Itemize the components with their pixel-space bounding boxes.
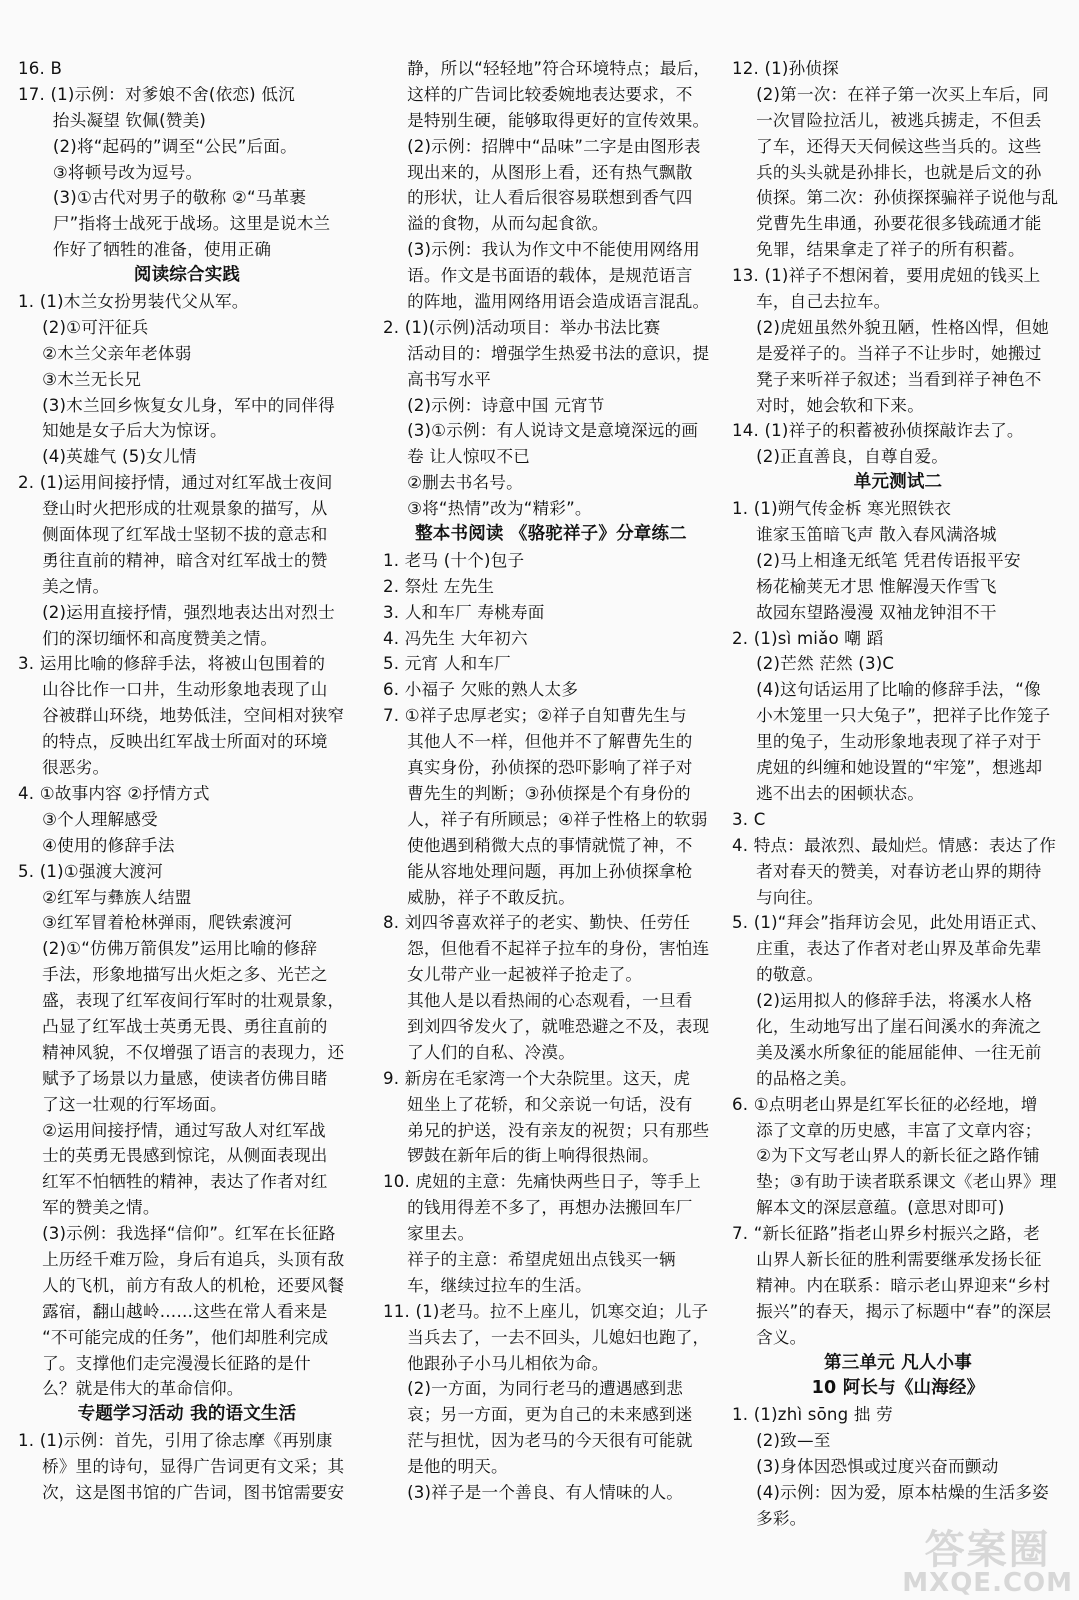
answer-line: 10. 虎妞的主意：先痛快两些日子，等手上 bbox=[383, 1172, 701, 1192]
answer-line: (4)这句话运用了比喻的修辞手法，“像 bbox=[756, 680, 1041, 700]
answer-line: ②运用间接抒情，通过写敌人对红军战 bbox=[42, 1120, 326, 1140]
answer-line: 的形状，让人看后很容易联想到香气四 bbox=[407, 188, 693, 208]
answer-line: 到刘四爷发火了，就唯恐避之不及，表现 bbox=[407, 1016, 710, 1036]
answer-line: 14. (1)祥子的积蓄被孙侦探敲诈去了。 bbox=[732, 421, 1024, 441]
answer-line: “不可能完成的任务”，他们却胜利完成 bbox=[42, 1327, 329, 1347]
answer-line: 3. 人和车厂 寿桃寿面 bbox=[383, 602, 545, 622]
answer-line: 一次冒险拉活儿，被逃兵掳走，不但丢 bbox=[756, 110, 1042, 130]
answer-line: 7. ①祥子忠厚老实；②祥子自知曹先生与 bbox=[383, 706, 687, 726]
answer-line: 桥》里的诗句，显得广告词更有文采；其 bbox=[42, 1457, 345, 1477]
answer-line: 威胁，祥子不敢反抗。 bbox=[407, 887, 575, 907]
watermark-url: MXQE.COM bbox=[902, 1568, 1073, 1598]
answer-line: (3)示例：我认为作文中不能使用网络用 bbox=[407, 240, 700, 260]
answer-line: 活动目的：增强学生热爱书法的意识，提 bbox=[407, 343, 710, 363]
answer-line: 哀；另一方面，更为自己的未来感到迷 bbox=[407, 1405, 693, 1425]
answer-line: 的敬意。 bbox=[756, 965, 824, 985]
answer-line: (2)芒然 茫然 (3)C bbox=[756, 654, 895, 674]
answer-line: 人，祥子有所顾忌；④祥子性格上的软弱 bbox=[407, 809, 708, 829]
answer-line: 尸”指将士战死于战场。这里是说木兰 bbox=[52, 214, 331, 234]
answer-line: (3)身体因恐惧或过度兴奋而颤动 bbox=[756, 1457, 999, 1477]
answer-line: 上历经千难万险，身后有追兵，头顶有敌 bbox=[42, 1249, 345, 1269]
answer-line: 化，生动地写出了崖石间溪水的奔流之 bbox=[756, 1016, 1042, 1036]
answer-line: (2)①“仿佛万箭俱发”运用比喻的修辞 bbox=[42, 939, 318, 959]
answer-line: ③将“热情”改为“精彩”。 bbox=[407, 499, 592, 519]
answer-line: 11. (1)老马。拉不上座儿，饥寒交迫；儿子 bbox=[383, 1301, 709, 1321]
answer-line: 12. (1)孙侦探 bbox=[732, 59, 839, 78]
answer-line: 山谷比作一口井，生动形象地表现了山 bbox=[42, 680, 328, 700]
answer-line: 弟兄的护送，没有亲友的祝贺；只有那些 bbox=[407, 1120, 710, 1140]
answer-line: 真实身份，孙侦探的恐吓影响了祥子对 bbox=[407, 758, 693, 778]
answer-line: 4. 冯先生 大年初六 bbox=[383, 628, 528, 648]
answer-line: 1. (1)示例：首先，引用了徐志摩《再别康 bbox=[18, 1431, 333, 1451]
answer-line: 手法，形象地描写出火炬之多、光芒之 bbox=[42, 965, 328, 985]
answer-line: 们的深切缅怀和高度赞美之情。 bbox=[42, 628, 278, 648]
answer-line: 其他人不一样，但他并不了解曹先生的 bbox=[407, 732, 693, 752]
answer-line: 凸显了红军战士英勇无畏、勇往直前的 bbox=[42, 1016, 328, 1036]
answer-line: 了这一壮观的行军场面。 bbox=[42, 1094, 227, 1114]
answer-column-middle bbox=[383, 56, 719, 1506]
answer-line: 侦探。第二次：孙侦探探骗祥子说他与乱 bbox=[756, 188, 1059, 208]
answer-line: 杨花榆荚无才思 惟解漫天作雪飞 bbox=[756, 576, 997, 596]
answer-line: 知她是女子后大为惊讶。 bbox=[42, 421, 227, 441]
answer-line: 小木笼里一只大兔子”，把祥子比作笼子 bbox=[756, 706, 1051, 726]
answer-line: 盛，表现了红军夜间行军时的壮观景象， bbox=[42, 991, 345, 1011]
answer-line: 5. 元宵 人和车厂 bbox=[383, 654, 511, 674]
answer-line: 美及溪水所象征的能屈能伸、一往无前 bbox=[756, 1042, 1042, 1062]
answer-line: 露宿，翻山越岭……这些在常人看来是 bbox=[42, 1301, 328, 1321]
answer-line: 登山时火把形成的壮观景象的描写，从 bbox=[42, 499, 328, 519]
unit-heading: 第三单元 凡人小事 bbox=[824, 1352, 972, 1373]
answer-line: 的特点，反映出红军战士所面对的环境 bbox=[42, 732, 328, 752]
answer-line: 作好了牺牲的准备，使用正确 bbox=[52, 240, 272, 260]
answer-line: 对时，她会软和下来。 bbox=[756, 395, 924, 415]
answer-line: (2)运用直接抒情，强烈地表达出对烈士 bbox=[42, 602, 335, 622]
answer-line: 4. ①故事内容 ②抒情方式 bbox=[18, 783, 210, 803]
answer-line: 次，这是图书馆的广告词，图书馆需要安 bbox=[42, 1482, 345, 1502]
answer-line: 逃不出去的困顿状态。 bbox=[756, 783, 924, 803]
answer-line: 2. (1)(示例)活动项目：举办书法比赛 bbox=[383, 317, 661, 337]
answer-line: 振兴”的春天，揭示了标题中“春”的深层 bbox=[756, 1301, 1052, 1321]
answer-line: 者对春天的赞美，对春访老山界的期待 bbox=[756, 861, 1042, 881]
answer-line: 现出来的，从图形上看，还有热气飘散 bbox=[407, 162, 693, 182]
answer-line: 凳子来听祥子叙述；当看到祥子神色不 bbox=[756, 369, 1042, 389]
answer-line: ②木兰父亲年老体弱 bbox=[42, 343, 192, 363]
answer-line: 了车，还得天天伺候这些当兵的。这些 bbox=[756, 136, 1042, 156]
answer-line: 1. (1)木兰女扮男装代父从军。 bbox=[18, 292, 249, 312]
answer-line: 使他遇到稍微大点的事情就慌了神，不 bbox=[407, 835, 693, 855]
answer-line: 1. (1)朔气传金柝 寒光照铁衣 bbox=[732, 499, 952, 519]
answer-line: (2)马上相逢无纸笔 凭君传语报平安 bbox=[756, 550, 1021, 570]
answer-line: 妞坐上了花轿，和父亲说一句话，没有 bbox=[407, 1094, 693, 1114]
answer-line: 9. 新房在毛家湾一个大杂院里。这天，虎 bbox=[383, 1068, 691, 1088]
answer-line: 添了文章的历史感，丰富了文章内容； bbox=[756, 1120, 1042, 1140]
answer-line: 7. “新长征路”指老山界乡村振兴之路，老 bbox=[732, 1224, 1040, 1244]
answer-line: 曹先生的判断；③孙侦探是个有身份的 bbox=[407, 783, 691, 803]
answer-line: 语。作文是书面语的载体，是规范语言 bbox=[407, 266, 693, 286]
answer-line: 军的赞美之情。 bbox=[42, 1198, 160, 1218]
answer-line: 13. (1)祥子不想闲着，要用虎妞的钱买上 bbox=[732, 266, 1041, 286]
answer-line: 了。支撑他们走完漫漫长征路的是什 bbox=[42, 1353, 311, 1373]
answer-line: 了人们的自私、冷漠。 bbox=[407, 1042, 575, 1062]
answer-line: ③红军冒着枪林弹雨，爬铁索渡河 bbox=[42, 913, 293, 933]
answer-line: (4)示例：因为爱，原本枯燥的生活多姿 bbox=[756, 1482, 1049, 1502]
answer-line: 17. (1)示例：对爹娘不舍(依恋) 低沉 bbox=[18, 84, 295, 104]
answer-line: 锣鼓在新年后的街上响得很热闹。 bbox=[407, 1146, 659, 1166]
answer-line: (3)①古代对男子的敬称 ②“马革裹 bbox=[52, 188, 307, 208]
answer-line: (3)木兰回乡恢复女儿身，军中的同伴得 bbox=[42, 395, 335, 415]
answer-line: (2)第一次：在祥子第一次买上车后，同 bbox=[756, 84, 1049, 104]
answer-line: 抬头凝望 钦佩(赞美) bbox=[52, 110, 207, 130]
answer-line: 么？就是伟大的革命信仰。 bbox=[42, 1379, 244, 1399]
answer-line: 庄重，表达了作者对老山界及革命先辈 bbox=[756, 939, 1042, 959]
answer-line: 士的英勇无畏感到惊诧，从侧面表现出 bbox=[42, 1146, 328, 1166]
answer-line: (2)示例：招牌中“品味”二字是由图形表 bbox=[407, 136, 701, 156]
answer-line: 是特别生硬，能够取得更好的宣传效果。 bbox=[407, 110, 710, 130]
answer-line: 很恶劣。 bbox=[42, 758, 110, 778]
answer-line: 能从容地处理问题，再加上孙侦探拿枪 bbox=[407, 861, 693, 881]
answer-line: (2)运用拟人的修辞手法，将溪水人格 bbox=[756, 991, 1033, 1011]
answer-line: 含义。 bbox=[756, 1327, 807, 1347]
answer-line: (2)致—至 bbox=[756, 1431, 831, 1451]
section-heading: 阅读综合实践 bbox=[133, 265, 241, 286]
watermark bbox=[902, 1527, 1073, 1598]
answer-line: 家里去。 bbox=[407, 1224, 475, 1244]
answer-line: 5. (1)①强渡大渡河 bbox=[18, 861, 163, 881]
answer-line: (3)祥子是一个善良、有人情味的人。 bbox=[407, 1482, 684, 1502]
answer-line: 的阵地，滥用网络用语会造成语言混乱。 bbox=[407, 292, 710, 312]
answer-line: 5. (1)“拜会”指拜访会见，此处用语正式、 bbox=[732, 913, 1048, 933]
answer-line: 车，自己去拉车。 bbox=[756, 292, 891, 312]
answer-line: 红军不怕牺牲的精神，表达了作者对红 bbox=[42, 1172, 328, 1192]
answer-line: 兵的头头就是孙排长，也就是后文的孙 bbox=[756, 162, 1042, 182]
answer-line: (2)示例：诗意中国 元宵节 bbox=[407, 395, 605, 415]
answer-line: (4)英雄气 (5)女儿情 bbox=[42, 447, 197, 467]
answer-line: ③将顿号改为逗号。 bbox=[52, 162, 203, 182]
answer-line: 茫与担忧，因为老马的今天很有可能就 bbox=[407, 1431, 693, 1451]
answer-line: ④使用的修辞手法 bbox=[42, 835, 175, 855]
answer-line: (2)正直善良，自尊自爱。 bbox=[756, 447, 949, 467]
answer-line: 这样的广告词比较委婉地表达要求，不 bbox=[407, 84, 693, 104]
answer-column-right bbox=[732, 56, 1064, 1532]
answer-line: (3)①示例：有人说诗文是意境深远的画 bbox=[407, 421, 699, 441]
answer-line: (2)将“起码的”调至“公民”后面。 bbox=[52, 136, 297, 156]
answer-line: 女儿带产业一起被祥子抢走了。 bbox=[407, 965, 643, 985]
answer-line: 6. ①点明老山界是红军长征的必经地，增 bbox=[732, 1094, 1038, 1114]
answer-line: 1. 老马 (十个)包子 bbox=[383, 550, 525, 570]
answer-line: 故园东望路漫漫 双袖龙钟泪不干 bbox=[756, 602, 997, 622]
answer-line: 2. (1)sì miǎo 嘲 蹈 bbox=[732, 628, 884, 648]
answer-line: 16. B bbox=[18, 59, 63, 78]
answer-line: 虎妞的纠缠和她设置的“牢笼”，想逃却 bbox=[756, 758, 1043, 778]
answer-line: (2)一方面，为同行老马的遭遇感到悲 bbox=[407, 1379, 684, 1399]
answer-line: ③木兰无长兄 bbox=[42, 369, 142, 389]
answer-line: 美之情。 bbox=[42, 576, 110, 596]
answer-line: 其他人是以看热闹的心态观看，一旦看 bbox=[407, 991, 693, 1011]
section-heading: 单元测试二 bbox=[853, 472, 943, 493]
answer-line: 溢的食物，从而勾起食欲。 bbox=[407, 214, 609, 234]
answer-line: 卷 让人惊叹不已 bbox=[407, 447, 531, 467]
answer-line: 4. 特点：最浓烈、最灿烂。情感：表达了作 bbox=[732, 835, 1056, 855]
answer-line: 3. C bbox=[732, 809, 766, 829]
answer-line: 与向往。 bbox=[756, 887, 824, 907]
answer-line: 车，继续过拉车的生活。 bbox=[407, 1275, 592, 1295]
unit-heading: 10 阿长与《山海经》 bbox=[811, 1378, 985, 1399]
answer-line: 他跟孙子小马儿相依为命。 bbox=[407, 1353, 609, 1373]
answer-line: 的品格之美。 bbox=[756, 1068, 857, 1088]
answer-line: 侧面体现了红军战士坚韧不拔的意志和 bbox=[42, 525, 328, 545]
answer-line: 1. (1)zhì sōng 拙 劳 bbox=[732, 1405, 893, 1425]
answer-line: 8. 刘四爷喜欢祥子的老实、勤快、任劳任 bbox=[383, 913, 691, 933]
answer-line: (2)虎妞虽然外貌丑陋，性格凶悍，但她 bbox=[756, 317, 1049, 337]
answer-line: 2. 祭灶 左先生 bbox=[383, 576, 495, 596]
answer-column-left bbox=[18, 56, 356, 1506]
answer-line: 勇往直前的精神，暗含对红军战士的赞 bbox=[42, 550, 328, 570]
answer-line: 6. 小福子 欠账的熟人太多 bbox=[383, 680, 579, 700]
answer-line: 谷被群山环绕，地势低洼，空间相对狭窄 bbox=[42, 706, 345, 726]
answer-line: 山界人新长征的胜利需要继承发扬长征 bbox=[756, 1249, 1042, 1269]
answer-line: 谁家玉笛暗飞声 散入春风满洛城 bbox=[756, 525, 997, 545]
answer-line: 3. 运用比喻的修辞手法，将被山包围着的 bbox=[18, 654, 326, 674]
answer-line: (3)示例：我选择“信仰”。红军在长征路 bbox=[42, 1224, 336, 1244]
answer-line: 党曹先生串通，孙要花很多钱疏通才能 bbox=[756, 214, 1042, 234]
answer-line: 垫；③有助于读者联系课文《老山界》理 bbox=[756, 1172, 1057, 1192]
answer-line: 解本文的深层意蕴。(意思对即可) bbox=[756, 1198, 1005, 1218]
answer-line: 怨，但他看不起祥子拉车的身份，害怕连 bbox=[407, 939, 710, 959]
answer-line: 赋予了场景以力量感，使读者仿佛目睹 bbox=[42, 1068, 328, 1088]
watermark-logo-text: 答案圈 bbox=[924, 1527, 1051, 1573]
answer-line: 祥子的主意：希望虎妞出点钱买一辆 bbox=[407, 1249, 676, 1269]
section-heading: 专题学习活动 我的语文生活 bbox=[77, 1404, 297, 1425]
answer-line: 是爱祥子的。当祥子不让步时，她搬过 bbox=[756, 343, 1042, 363]
answer-line: 精神风貌，不仅增强了语言的表现力，还 bbox=[42, 1042, 345, 1062]
answer-line: ②红军与彝族人结盟 bbox=[42, 887, 192, 907]
answer-line: 高书写水平 bbox=[407, 369, 492, 389]
answer-line: ②为下文写老山界人的新长征之路作铺 bbox=[756, 1146, 1040, 1166]
answer-line: 多彩。 bbox=[756, 1508, 807, 1528]
answer-line: 静，所以“轻轻地”符合环境特点；最后， bbox=[407, 59, 711, 78]
answer-line: 里的兔子，生动形象地表现了祥子对于 bbox=[756, 732, 1042, 752]
answer-line: ③个人理解感受 bbox=[42, 809, 158, 829]
answer-line: 2. (1)运用间接抒情，通过对红军战士夜间 bbox=[18, 473, 333, 493]
answer-line: 人的飞机，前方有敌人的机枪，还要风餐 bbox=[42, 1275, 345, 1295]
answer-line: 当兵去了，一去不回头，儿媳妇也跑了， bbox=[407, 1327, 710, 1347]
answer-line: 免罪，结果拿走了祥子的所有积蓄。 bbox=[756, 240, 1025, 260]
section-heading: 整本书阅读 《骆驼祥子》分章练二 bbox=[415, 524, 687, 545]
answer-line: (2)①可汗征兵 bbox=[42, 317, 149, 337]
answer-line: 精神。内在联系：暗示老山界迎来“乡村 bbox=[756, 1275, 1051, 1295]
answer-line: 是他的明天。 bbox=[407, 1457, 508, 1477]
answer-line: 的钱用得差不多了，再想办法搬回车厂 bbox=[407, 1198, 693, 1218]
answer-line: ②删去书名号。 bbox=[407, 473, 523, 493]
